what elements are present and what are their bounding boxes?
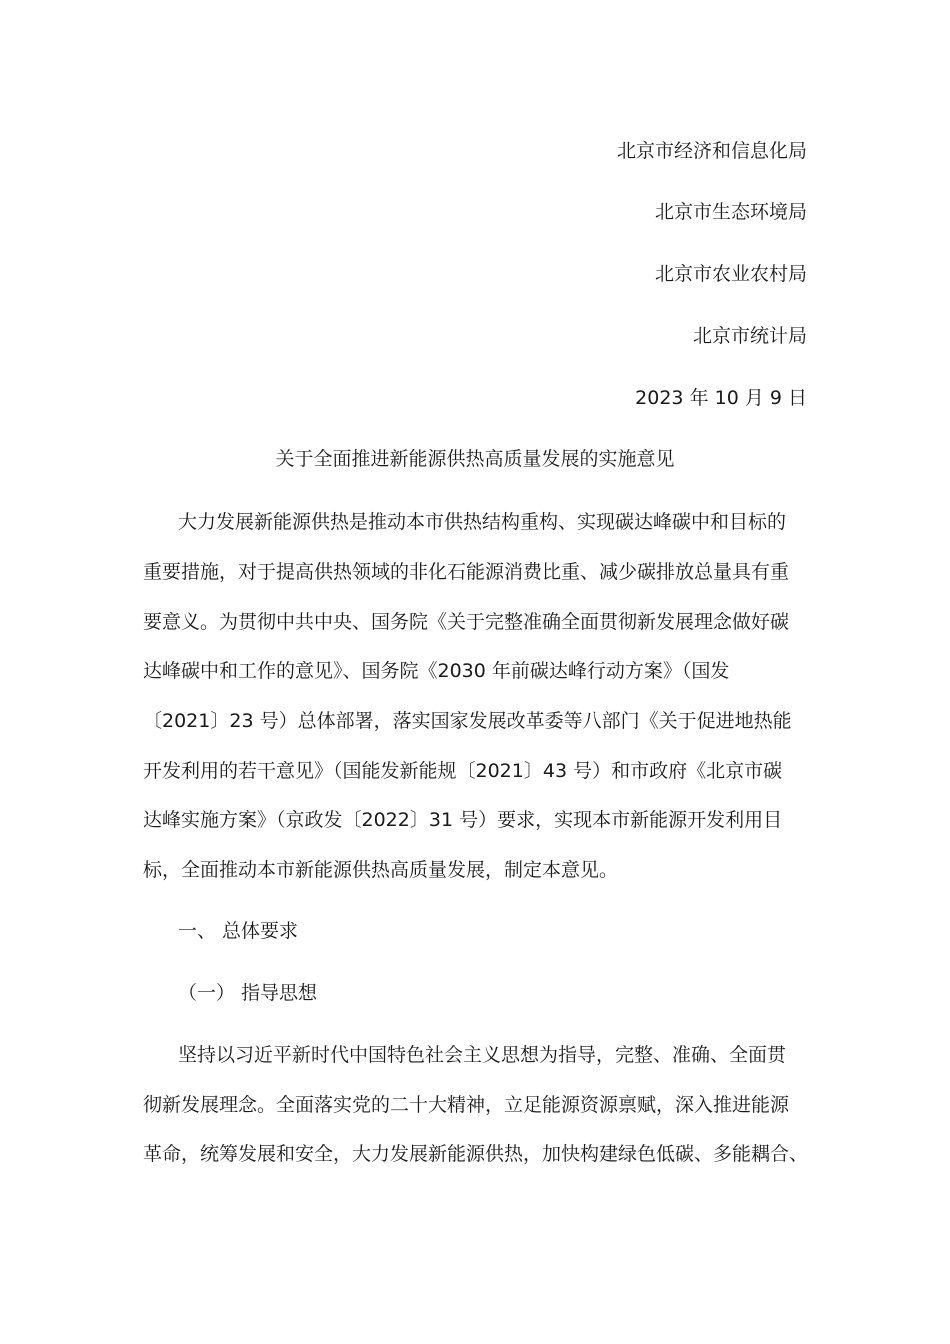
subsection-heading: （一） 指导思想 (178, 982, 318, 1004)
intro-line: 达峰碳中和工作的意见》、国务院《2030 年前碳达峰行动方案》（国发 (143, 660, 730, 682)
issue-date: 2023 年 10 月 9 日 (635, 387, 807, 409)
intro-line: 开发利用的若干意见》（国能发新能规〔2021〕43 号）和市政府《北京市碳 (143, 760, 783, 782)
intro-line: 重要措施，对于提高供热领域的非化石能源消费比重、减少碳排放总量具有重 (143, 561, 790, 583)
intro-line: 达峰实施方案》（京政发〔2022〕31 号）要求，实现本市新能源开发利用目 (143, 809, 783, 831)
document-title: 关于全面推进新能源供热高质量发展的实施意见 (275, 448, 675, 470)
intro-line: 〔2021〕23 号）总体部署，落实国家发展改革委等八部门《关于促进地热能 (143, 710, 792, 732)
intro-line: 大力发展新能源供热是推动本市供热结构重构、实现碳达峰碳中和目标的 (178, 511, 787, 533)
section-heading: 一、 总体要求 (178, 920, 299, 942)
guiding-line: 坚持以习近平新时代中国特色社会主义思想为指导，完整、准确、全面贯 (178, 1044, 787, 1066)
signatory-economy-it-bureau: 北京市经济和信息化局 (616, 140, 807, 162)
intro-line: 标，全面推动本市新能源供热高质量发展，制定本意见。 (143, 859, 619, 881)
guiding-line: 革命，统筹发展和安全，大力发展新能源供热，加快构建绿色低碳、多能耦合、 (143, 1143, 809, 1165)
signatory-agriculture-rural-bureau: 北京市农业农村局 (654, 263, 807, 285)
signatory-ecology-environment-bureau: 北京市生态环境局 (654, 201, 807, 223)
signatory-statistics-bureau: 北京市统计局 (692, 325, 807, 347)
guiding-line: 彻新发展理念。全面落实党的二十大精神，立足能源资源禀赋，深入推进能源 (143, 1094, 790, 1116)
intro-line: 要意义。为贯彻中共中央、国务院《关于完整准确全面贯彻新发展理念做好碳 (143, 611, 790, 633)
